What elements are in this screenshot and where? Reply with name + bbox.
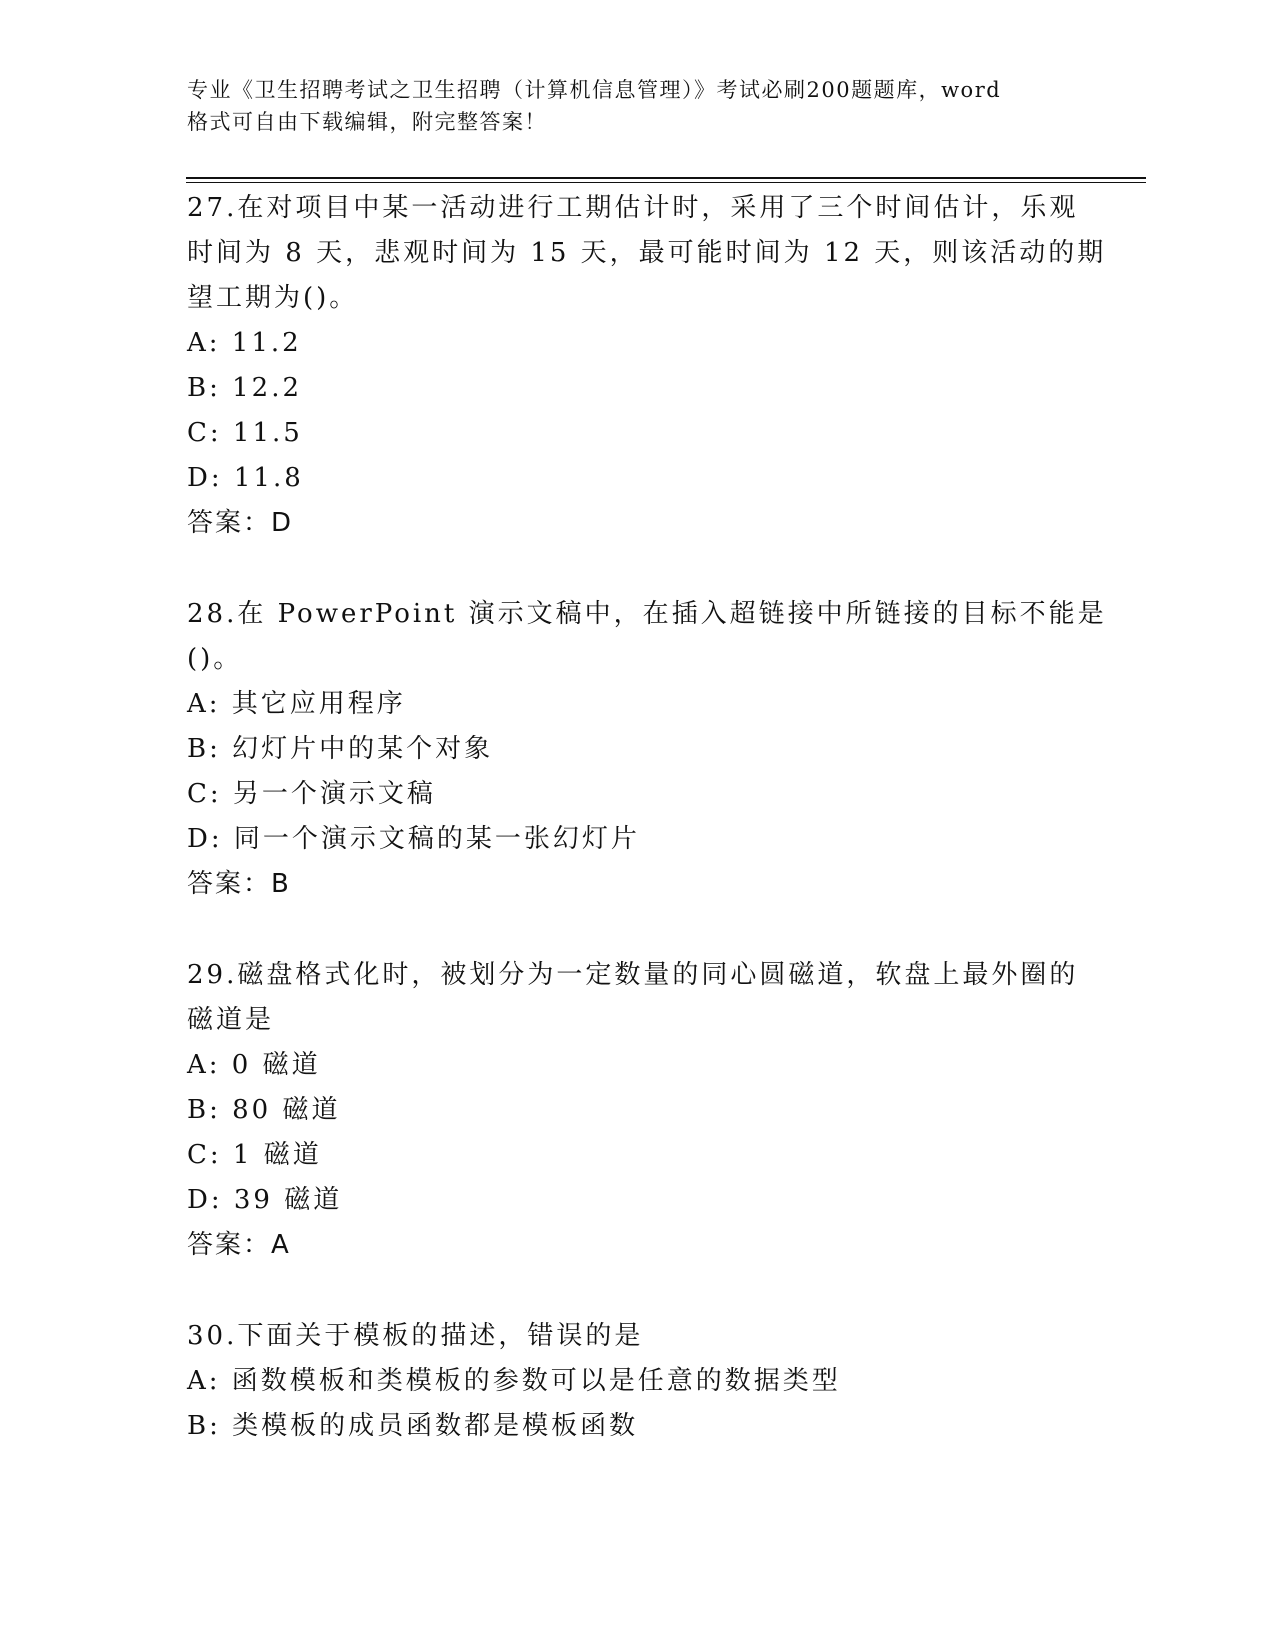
- question-text-line: 28.在 PowerPoint 演示文稿中，在插入超链接中所链接的目标不能是: [187, 599, 1107, 629]
- option-a: A: 其它应用程序: [187, 689, 406, 719]
- header-title-line-2: 格式可自由下载编辑，附完整答案！: [187, 110, 547, 134]
- option-b: B: 类模板的成员函数都是模板函数: [187, 1411, 639, 1441]
- header-divider-thin: [186, 182, 1146, 183]
- option-b: B: 80 磁道: [187, 1095, 341, 1125]
- option-c: C: 另一个演示文稿: [187, 779, 436, 809]
- question-27: [187, 186, 1107, 546]
- option-d: D: 同一个演示文稿的某一张幻灯片: [187, 824, 640, 854]
- option-d: D: 11.8: [187, 463, 304, 493]
- question-text-line: 时间为 8 天，悲观时间为 15 天，最可能时间为 12 天，则该活动的期: [187, 238, 1107, 268]
- option-b: B: 幻灯片中的某个对象: [187, 734, 494, 764]
- option-c: C: 1 磁道: [187, 1140, 322, 1170]
- header-title-line-1: 专业《卫生招聘考试之卫生招聘（计算机信息管理）》考试必刷200题题库，word: [187, 78, 1002, 102]
- question-text-line: ()。: [187, 644, 243, 674]
- question-28: [187, 592, 1107, 907]
- option-c: C: 11.5: [187, 418, 303, 448]
- answer-line: 答案：B: [187, 869, 291, 899]
- question-spacer: [187, 1268, 1087, 1314]
- question-text-line: 磁道是: [187, 1005, 275, 1035]
- option-a: A: 0 磁道: [187, 1050, 321, 1080]
- question-29: [187, 953, 1087, 1268]
- question-list: [187, 186, 1107, 1449]
- question-30: [187, 1314, 1087, 1449]
- option-a: A: 11.2: [187, 328, 302, 358]
- document-header: [187, 74, 1087, 138]
- option-b: B: 12.2: [187, 373, 303, 403]
- answer-line: 答案：A: [187, 1230, 291, 1260]
- question-spacer: [187, 907, 1087, 953]
- answer-line: 答案：D: [187, 508, 294, 538]
- question-text-line: 29.磁盘格式化时，被划分为一定数量的同心圆磁道，软盘上最外圈的: [187, 960, 1079, 990]
- header-divider-thick: [186, 177, 1146, 179]
- question-spacer: [187, 546, 1087, 592]
- option-a: A: 函数模板和类模板的参数可以是任意的数据类型: [187, 1366, 841, 1396]
- question-text-line: 30.下面关于模板的描述，错误的是: [187, 1321, 644, 1351]
- question-text-line: 望工期为()。: [187, 283, 359, 313]
- option-d: D: 39 磁道: [187, 1185, 343, 1215]
- question-text-line: 27.在对项目中某一活动进行工期估计时，采用了三个时间估计，乐观: [187, 193, 1079, 223]
